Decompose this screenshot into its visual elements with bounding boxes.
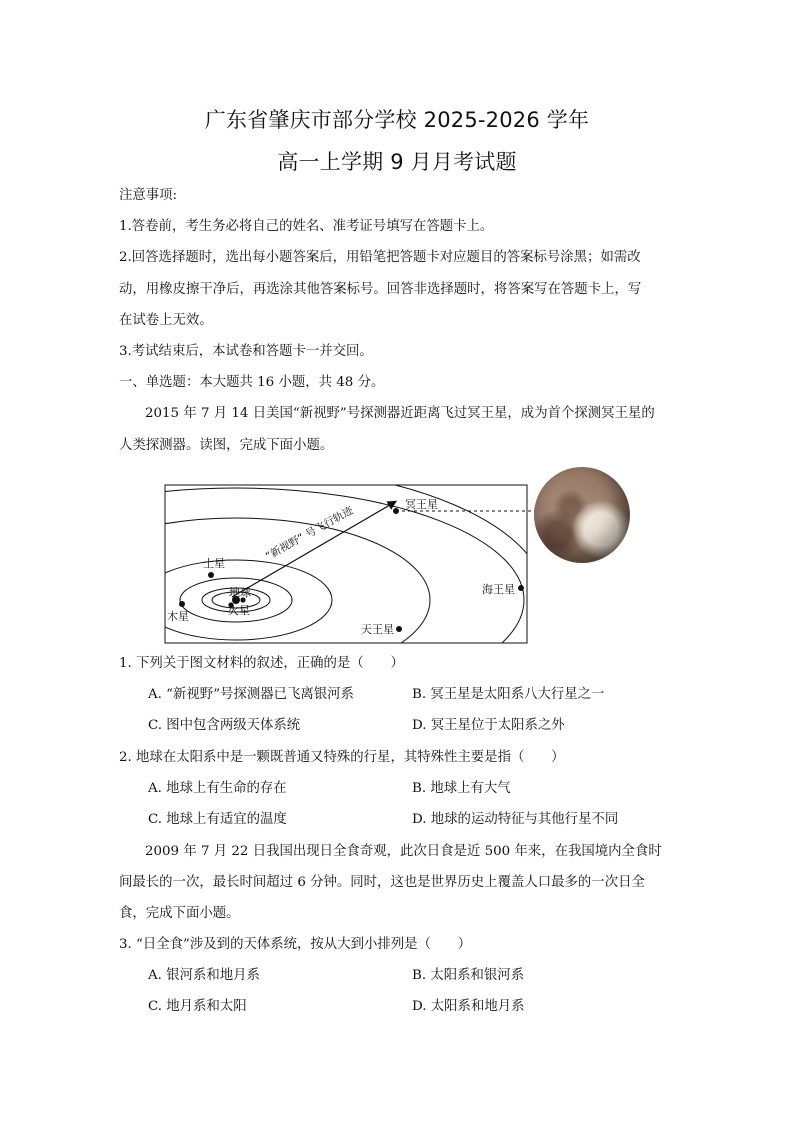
probe-trajectory-arrow bbox=[232, 502, 395, 597]
jupiter-dot bbox=[179, 601, 185, 607]
notes-heading: 注意事项: bbox=[119, 188, 178, 203]
exam-title-line2: 高一上学期 9 月月考试题 bbox=[277, 150, 517, 174]
notes-item-2-line1: 2.回答选择题时，选出每小题答案后，用铅笔把答题卡对应题目的答案标号涂黑；如需改 bbox=[119, 250, 641, 265]
pluto-dot bbox=[393, 508, 399, 514]
passage1-line1: 2015 年 7 月 14 日美国“新视野”号探测器近距离飞过冥王星，成为首个探测冥王星的 bbox=[145, 406, 655, 421]
exam-title-line1: 广东省肇庆市部分学校 2025-2026 学年 bbox=[204, 108, 590, 132]
question-2-option-a[interactable]: A. 地球上有生命的存在 bbox=[148, 781, 287, 796]
label-uranus: 天王星 bbox=[361, 623, 394, 636]
passage2-line3: 食，完成下面小题。 bbox=[119, 906, 240, 921]
question-1-option-d[interactable]: D. 冥王星位于太阳系之外 bbox=[412, 718, 565, 733]
section-heading: 一、单选题：本大题共 16 小题，共 48 分。 bbox=[119, 375, 385, 390]
question-2-stem: 2. 地球在太阳系中是一颗既普通又特殊的行星，其特殊性主要是指（ ） bbox=[119, 750, 565, 765]
question-3-option-a[interactable]: A. 银河系和地月系 bbox=[148, 968, 260, 983]
passage2-line1: 2009 年 7 月 22 日我国出现日全食奇观，此次日食是近 500 年来，在我国境内全食时 bbox=[145, 844, 662, 859]
question-3-option-d[interactable]: D. 太阳系和地月系 bbox=[412, 999, 525, 1014]
label-jupiter: 木星 bbox=[167, 610, 189, 623]
question-3-stem: 3. “日全食”涉及到的天体系统，按从大到小排列是（ ） bbox=[119, 937, 472, 952]
question-1-stem: 1. 下列关于图文材料的叙述，正确的是（ ） bbox=[119, 656, 404, 671]
question-2-option-c[interactable]: C. 地球上有适宜的温度 bbox=[148, 812, 287, 827]
label-pluto: 冥王星 bbox=[405, 498, 438, 511]
label-neptune: 海王星 bbox=[482, 583, 515, 596]
label-earth: 地球 bbox=[229, 586, 251, 599]
uranus-dot bbox=[396, 626, 402, 632]
saturn-dot bbox=[208, 572, 214, 578]
question-2-option-d[interactable]: D. 地球的运动特征与其他行星不同 bbox=[412, 812, 619, 827]
question-1-option-c[interactable]: C. 图中包含两级天体系统 bbox=[148, 718, 301, 733]
question-3-option-b[interactable]: B. 太阳系和银河系 bbox=[412, 968, 525, 983]
pluto-image bbox=[534, 467, 630, 563]
label-mars: 火星 bbox=[228, 604, 250, 617]
question-3-option-c[interactable]: C. 地月系和太阳 bbox=[148, 999, 247, 1014]
neptune-dot bbox=[518, 585, 524, 591]
question-1-option-b[interactable]: B. 冥王星是太阳系八大行星之一 bbox=[412, 687, 605, 702]
orbit-neptune bbox=[0, 488, 524, 712]
label-saturn: 土星 bbox=[203, 557, 225, 570]
label-probe-trajectory: “新视野” 号飞行轨迹 bbox=[263, 504, 356, 563]
passage2-line2: 间最长的一次，最长时间超过 6 分钟。同时，这也是世界历史上覆盖人口最多的一次日全 bbox=[119, 875, 645, 890]
question-1-option-a[interactable]: A. “新视野”号探测器已飞离银河系 bbox=[148, 687, 354, 702]
passage1-line2: 人类探测器。读图，完成下面小题。 bbox=[119, 438, 334, 453]
question-2-option-b[interactable]: B. 地球上有大气 bbox=[412, 781, 511, 796]
notes-item-1: 1.答卷前，考生务必将自己的姓名、准考证号填写在答题卡上。 bbox=[119, 219, 494, 234]
notes-item-2-line2: 动，用橡皮擦干净后，再选涂其他答案标号。回答非选择题时，将答案写在答题卡上，写 bbox=[119, 282, 642, 297]
notes-item-2-line3: 在试卷上无效。 bbox=[119, 313, 213, 328]
notes-item-3: 3.考试结束后，本试卷和答题卡一并交回。 bbox=[119, 344, 373, 359]
